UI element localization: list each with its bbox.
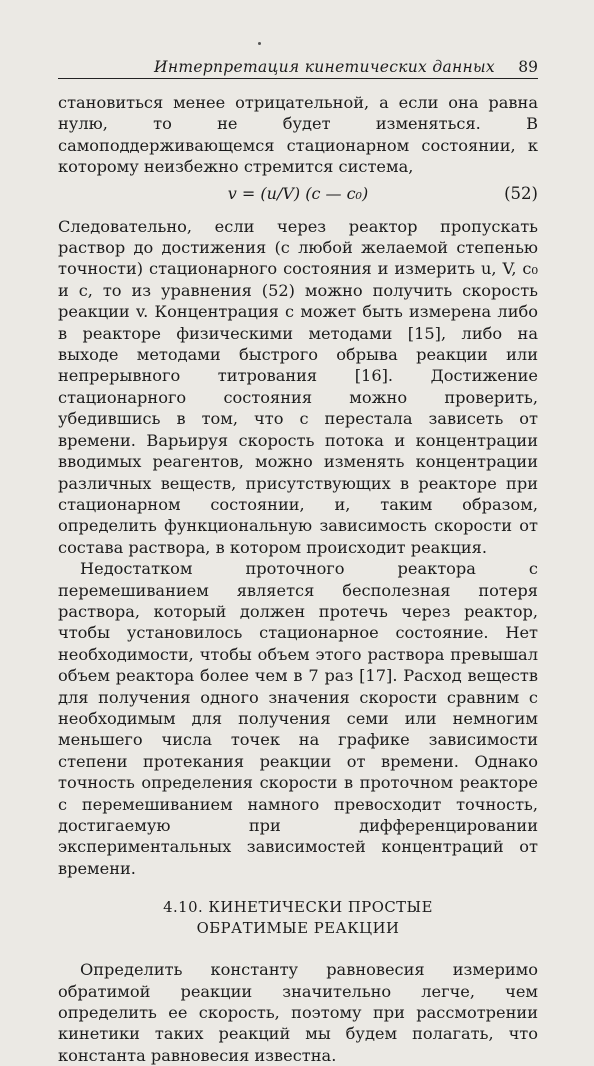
section-title-line2: ОБРАТИМЫЕ РЕАКЦИИ xyxy=(196,920,400,938)
formula-expression: v = (u/V) (c — c₀) xyxy=(227,183,369,203)
formula-number: (52) xyxy=(504,183,538,203)
page-number: 89 xyxy=(518,58,538,76)
section-title-line1: 4.10. КИНЕТИЧЕСКИ ПРОСТЫЕ xyxy=(163,899,433,917)
formula-52 xyxy=(58,180,538,208)
section-heading xyxy=(58,897,538,939)
paragraph-equilibrium: Определить константу равновесия измеримо обратимой реакции значительно легче, чем определить ее скорость, поэтому при рассмотрении кинетики таких реакций мы будем полагать, что константа равновесия известна. xyxy=(58,960,538,1065)
paragraph-consequence: Следовательно, если через реактор пропускать раствор до достижения (с любой желаемой степенью точности) стационарного состояния и измерить u, V, c₀ и c, то из уравнения (52) можно получить скорость реакции v. Концентрация c может быть измерена либо в реакторе физическими методами [15], либо на выходе методами быстрого обрыва реакции или непрерывного титрования [16]. Достижение стационарного состояния можно проверить, убедившись в том, что c перестала зависеть от времени. Варьируя скорость потока и концентрации вводимых реагентов, можно изменять концентрации различных веществ, присутствующих в реакторе при стационарном состоянии, и, таким образом, определить функциональную зависимость скорости от состава раствора, в котором происходит реакция. xyxy=(58,216,538,557)
paragraph-drawback: Недостатком проточного реактора с перемешиванием является бесполезная потеря раствора, который должен протечь через реактор, чтобы установилось стационарное состояние. Нет необходимости, чтобы объем этого раствора превышал объем реактора более чем в 7 раз [17]. Расход веществ для получения одного значения скорости сравним с необходимым для получения семи или немногим меньшего числа точек на графике зависимости степени протекания реакции от времени. Однако точность определения скорости в проточном реакторе с перемешиванием намного превосходит точность, достигаемую при дифференцировании экспериментальных зависимостей концентраций от времени. xyxy=(58,559,538,878)
body-text xyxy=(58,92,538,1066)
header-rule xyxy=(58,78,538,79)
print-speck xyxy=(258,42,261,45)
paragraph-continuation: становиться менее отрицательной, а если она равна нулю, то не будет изменяться. В самоподдерживающемся стационарном состоянии, к которому неизбежно стремится система, xyxy=(58,93,538,177)
running-title: Интерпретация кинетических данных xyxy=(154,58,495,76)
page-header xyxy=(58,58,538,80)
